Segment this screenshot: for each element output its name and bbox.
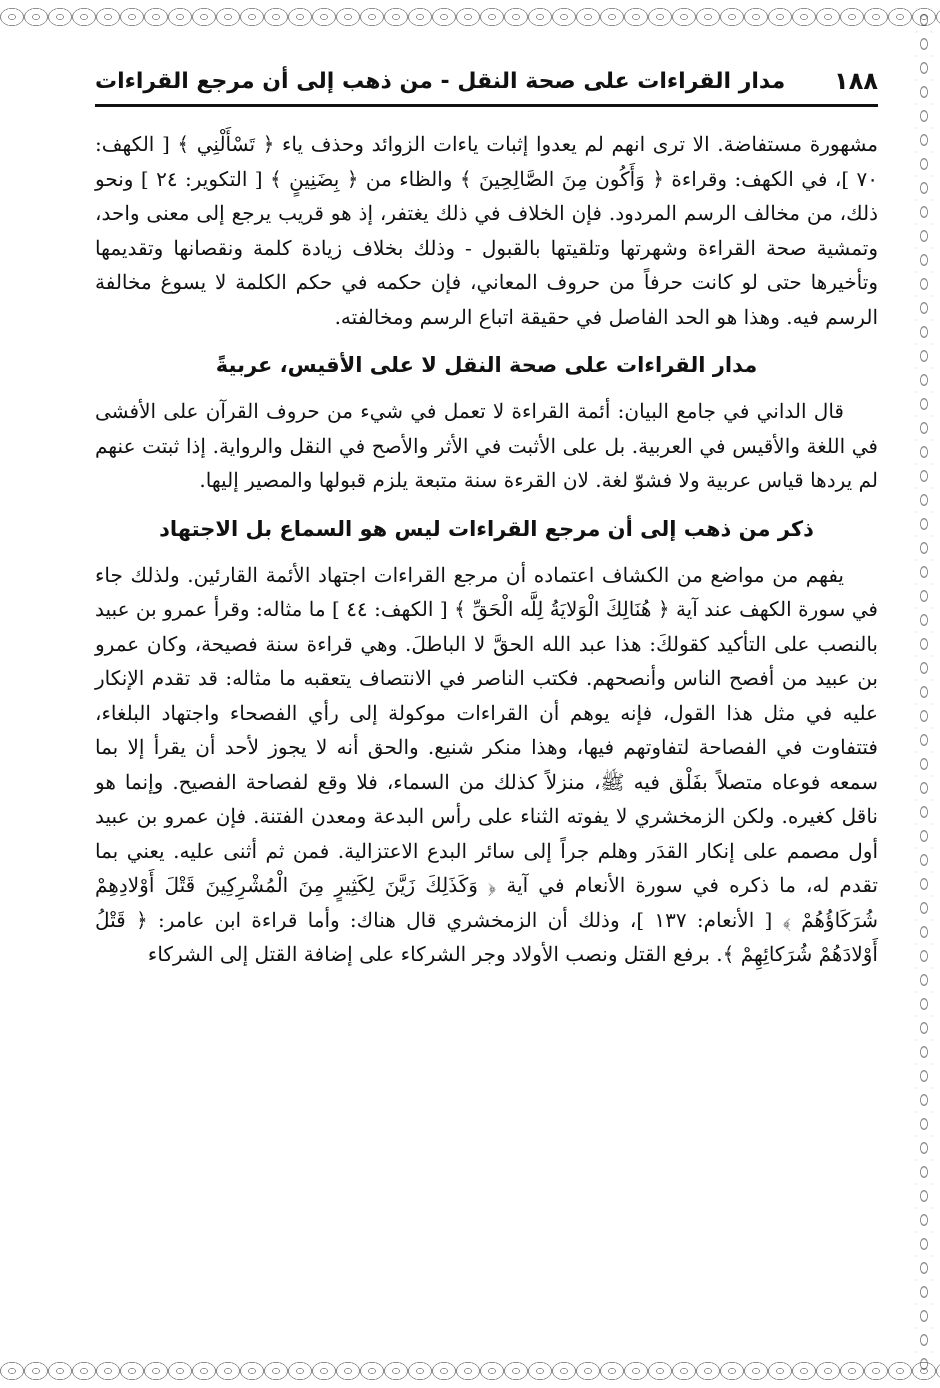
section-heading-2: ذكر من ذهب إلى أن مرجع القراءات ليس هو السماع بل الاجتهاد [159,516,814,541]
section-1-paragraph: قال الداني في جامع البيان: أئمة القراءة لا تعمل في شيء من حروف القرآن على الأفشى في اللغة والأقيس في العربية. بل على الأثبت في الأثر والأصح في النقل والرواية. إذا ثبتت عنهم لم يردها قياس عربية ولا فشوّ لغة. لان القرءة سنة متبعة يلزم قبولها والمصير إليها. [95,399,878,492]
section-heading-1: مدار القراءات على صحة النقل لا على الأقيس، عربيةً [215,353,758,377]
top-ornamental-border [0,8,940,26]
right-ornamental-border [916,8,932,1380]
bottom-ornamental-border [0,1362,940,1380]
page-number: ١٨٨ [834,67,878,95]
page-header [95,58,878,107]
running-title: مدار القراءات على صحة النقل - من ذهب إلى أن مرجع القراءات [95,68,786,94]
page-body [95,127,878,972]
continuation-paragraph: مشهورة مستفاضة. الا ترى انهم لم يعدوا إثبات ياءات الزوائد وحذف ياء ﴿ تَسْأَلْنِي ﴾ [ الكهف: ٧٠ ]، في الكهف: وقراءة ﴿ وَأَكُون مِنَ الصَّالِحِينَ ﴾ والظاء من ﴿ بِضَنِينٍ ﴾ [ التكوير: ٢٤ ] ونحو ذلك، من مخالف الرسم المردود. فإن الخلاف في ذلك يغتفر، إذ هو قريب يرجع إلى معنى واحد، وتمشية صحة القراءة وشهرتها وتلقيتها بالقبول - وذلك بخلاف زيادة كلمة ونقصانها وتقديمها وتأخيرها حتى لو كانت حرفاً من حروف المعاني، فإن حكمه في حكم الكلمة لا يسوغ مخالفة الرسم فيه. وهذا هو الحد الفاصل في حقيقة اتباع الرسم ومخالفته. [95,132,879,329]
book-page [95,58,878,1358]
section-2-paragraph: يفهم من مواضع من الكشاف اعتماده أن مرجع القراءات اجتهاد الأئمة القارئين. ولذلك جاء في سورة الكهف عند آية ﴿ هُنَالِكَ الْوَلايَةُ لِلَّه الْحَقِّ ﴾ [ الكهف: ٤٤ ] ما مثاله: وقرأ عمرو بن عبيد بالنصب على التأكيد كقولكَ: هذا عبد الله الحقَّ لا الباطلَ. وهي قراءة سنة فصيحة، وكان عمرو بن عبيد من أفصح الناس وأنصحهم. فكتب الناصر في الانتصاف يتعقبه ما مثاله: قد تقدم الإنكار عليه في مثل هذا القول، فإنه يوهم أن القراءات موكولة إلى رأي الفصحاء واجتهاد البلغاء، فتتفاوت في الفصاحة لتفاوتهم فيها، وهذا منكر شنيع. والحق أنه لا يجوز لأحد أن يقرأ إلا بما سمعه فوعاه متصلاً بفَلْق فيه ﷺ، منزلاً كذلك من السماء، فلا وقع لفصاحة الفصيح. وإنما هو ناقل كغيره. ولكن الزمخشري لا يفوته الثناء على رأس البدعة ومعدن الفتنة. فإن عمرو بن عبيد أول مصمم على إنكار القدَر وهلم جراً إلى سائر البدع الاعتزالية. فمن ثم أثنى عليه. يعني بما تقدم له، ما ذكره في سورة الأنعام في آية ﴿ وَكَذَلِكَ زَيَّنَ لِكَثِيرٍ مِنَ الْمُشْرِكِينَ قَتْلَ أَوْلادِهِمْ شُرَكَاؤُهُمْ ﴾ [ الأنعام: ١٣٧ ]، وذلك أن الزمخشري قال هناك: وأما قراءة ابن عامر: ﴿ قَتْلُ أَوْلادَهُمْ شُرَكائِهِمْ ﴾. برفع القتل ونصب الأولاد وجر الشركاء على إضافة القتل إلى الشركاء [95,562,878,966]
